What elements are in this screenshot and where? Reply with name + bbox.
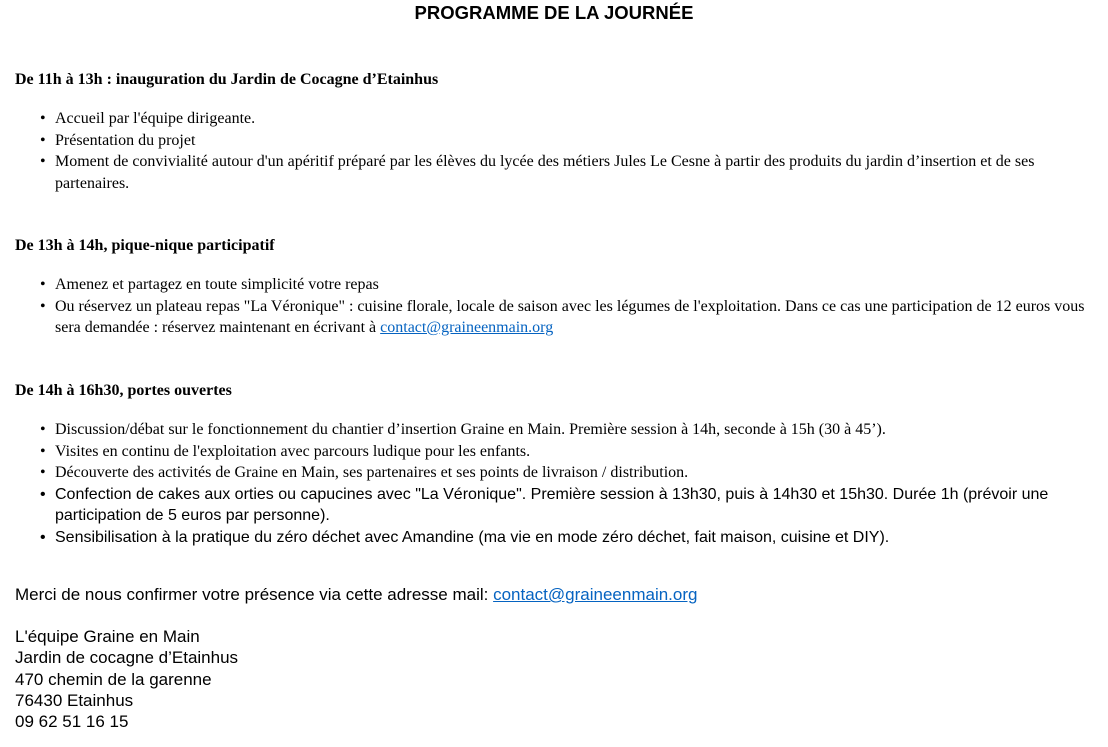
bullet-icon: • bbox=[40, 153, 46, 170]
bullet-icon: • bbox=[40, 131, 46, 149]
bullet-icon: • bbox=[40, 485, 46, 503]
contact-email-link[interactable]: contact@graineenmain.org bbox=[380, 319, 554, 336]
list-item: • Moment de convivialité autour d'un apéritif préparé par les élèves du lycée des métiers Jules Le Cesne à partir des produits du jardin d’insertion et de ses partenaires. bbox=[40, 153, 1035, 192]
bullet-list bbox=[15, 108, 1095, 194]
signature-street: 470 chemin de la garenne bbox=[15, 669, 212, 689]
bullet-icon: • bbox=[40, 110, 46, 127]
section-heading: De 11h à 13h : inauguration du Jardin de Cocagne d’Etainhus bbox=[15, 71, 439, 88]
section-heading: De 14h à 16h30, portes ouvertes bbox=[15, 382, 232, 399]
bullet-icon: • bbox=[40, 464, 46, 481]
signature-phone: 09 62 51 16 15 bbox=[15, 712, 129, 732]
section-inauguration bbox=[15, 69, 1095, 194]
signature-city: 76430 Etainhus bbox=[15, 690, 134, 710]
bullet-icon: • bbox=[40, 297, 46, 315]
bullet-icon: • bbox=[40, 421, 46, 438]
list-item: • Amenez et partagez en toute simplicité votre repas bbox=[15, 274, 1095, 296]
confirm-paragraph bbox=[15, 584, 697, 605]
list-item: • Présentation du projet bbox=[15, 130, 1095, 152]
list-item: • Sensibilisation à la pratique du zéro déchet avec Amandine (ma vie en mode zéro déchet, fait maison, cuisine et DIY). bbox=[15, 527, 1095, 549]
bullet-icon: • bbox=[40, 276, 46, 293]
confirm-text: Merci de nous confirmer votre présence via cette adresse mail: bbox=[15, 585, 494, 604]
bullet-list bbox=[15, 274, 1095, 339]
list-item: • Discussion/débat sur le fonctionnement du chantier d’insertion Graine en Main. Première session à 14h, seconde à 15h (30 à 45’). bbox=[15, 419, 1095, 441]
list-item: • Ou réservez un plateau repas "La Véronique" : cuisine florale, locale de saison avec les légumes de l'exploitation. Dans ce cas une participation de 12 euros vous sera demandée : réservez maintenant en écrivant à contact@graineenmain.org bbox=[40, 297, 1085, 336]
list-item: • Confection de cakes aux orties ou capucines avec "La Véronique". Première session à 13h30, puis à 14h30 et 15h30. Durée 1h (prévoir une participation de 5 euros par personne). bbox=[40, 485, 1049, 524]
signature-team: L'équipe Graine en Main bbox=[15, 627, 200, 646]
list-item: • Visites en continu de l'exploitation avec parcours ludique pour les enfants. bbox=[15, 441, 1095, 463]
bullet-list bbox=[15, 484, 1095, 549]
section-heading: De 13h à 14h, pique-nique participatif bbox=[15, 237, 275, 254]
bullet-list bbox=[15, 419, 1095, 484]
signature-block bbox=[15, 626, 238, 732]
bullet-icon: • bbox=[40, 442, 46, 460]
page-title: PROGRAMME DE LA JOURNÉE bbox=[414, 2, 694, 23]
section-picnic bbox=[15, 235, 1095, 339]
confirm-email-link[interactable]: contact@graineenmain.org bbox=[493, 585, 698, 604]
section-open-house bbox=[15, 380, 1095, 548]
signature-garden: Jardin de cocagne d’Etainhus bbox=[15, 648, 239, 668]
list-item: • Accueil par l'équipe dirigeante. bbox=[15, 108, 1095, 130]
list-item: • Découverte des activités de Graine en Main, ses partenaires et ses points de livraison / distribution. bbox=[15, 462, 1095, 484]
bullet-icon: • bbox=[40, 528, 46, 546]
